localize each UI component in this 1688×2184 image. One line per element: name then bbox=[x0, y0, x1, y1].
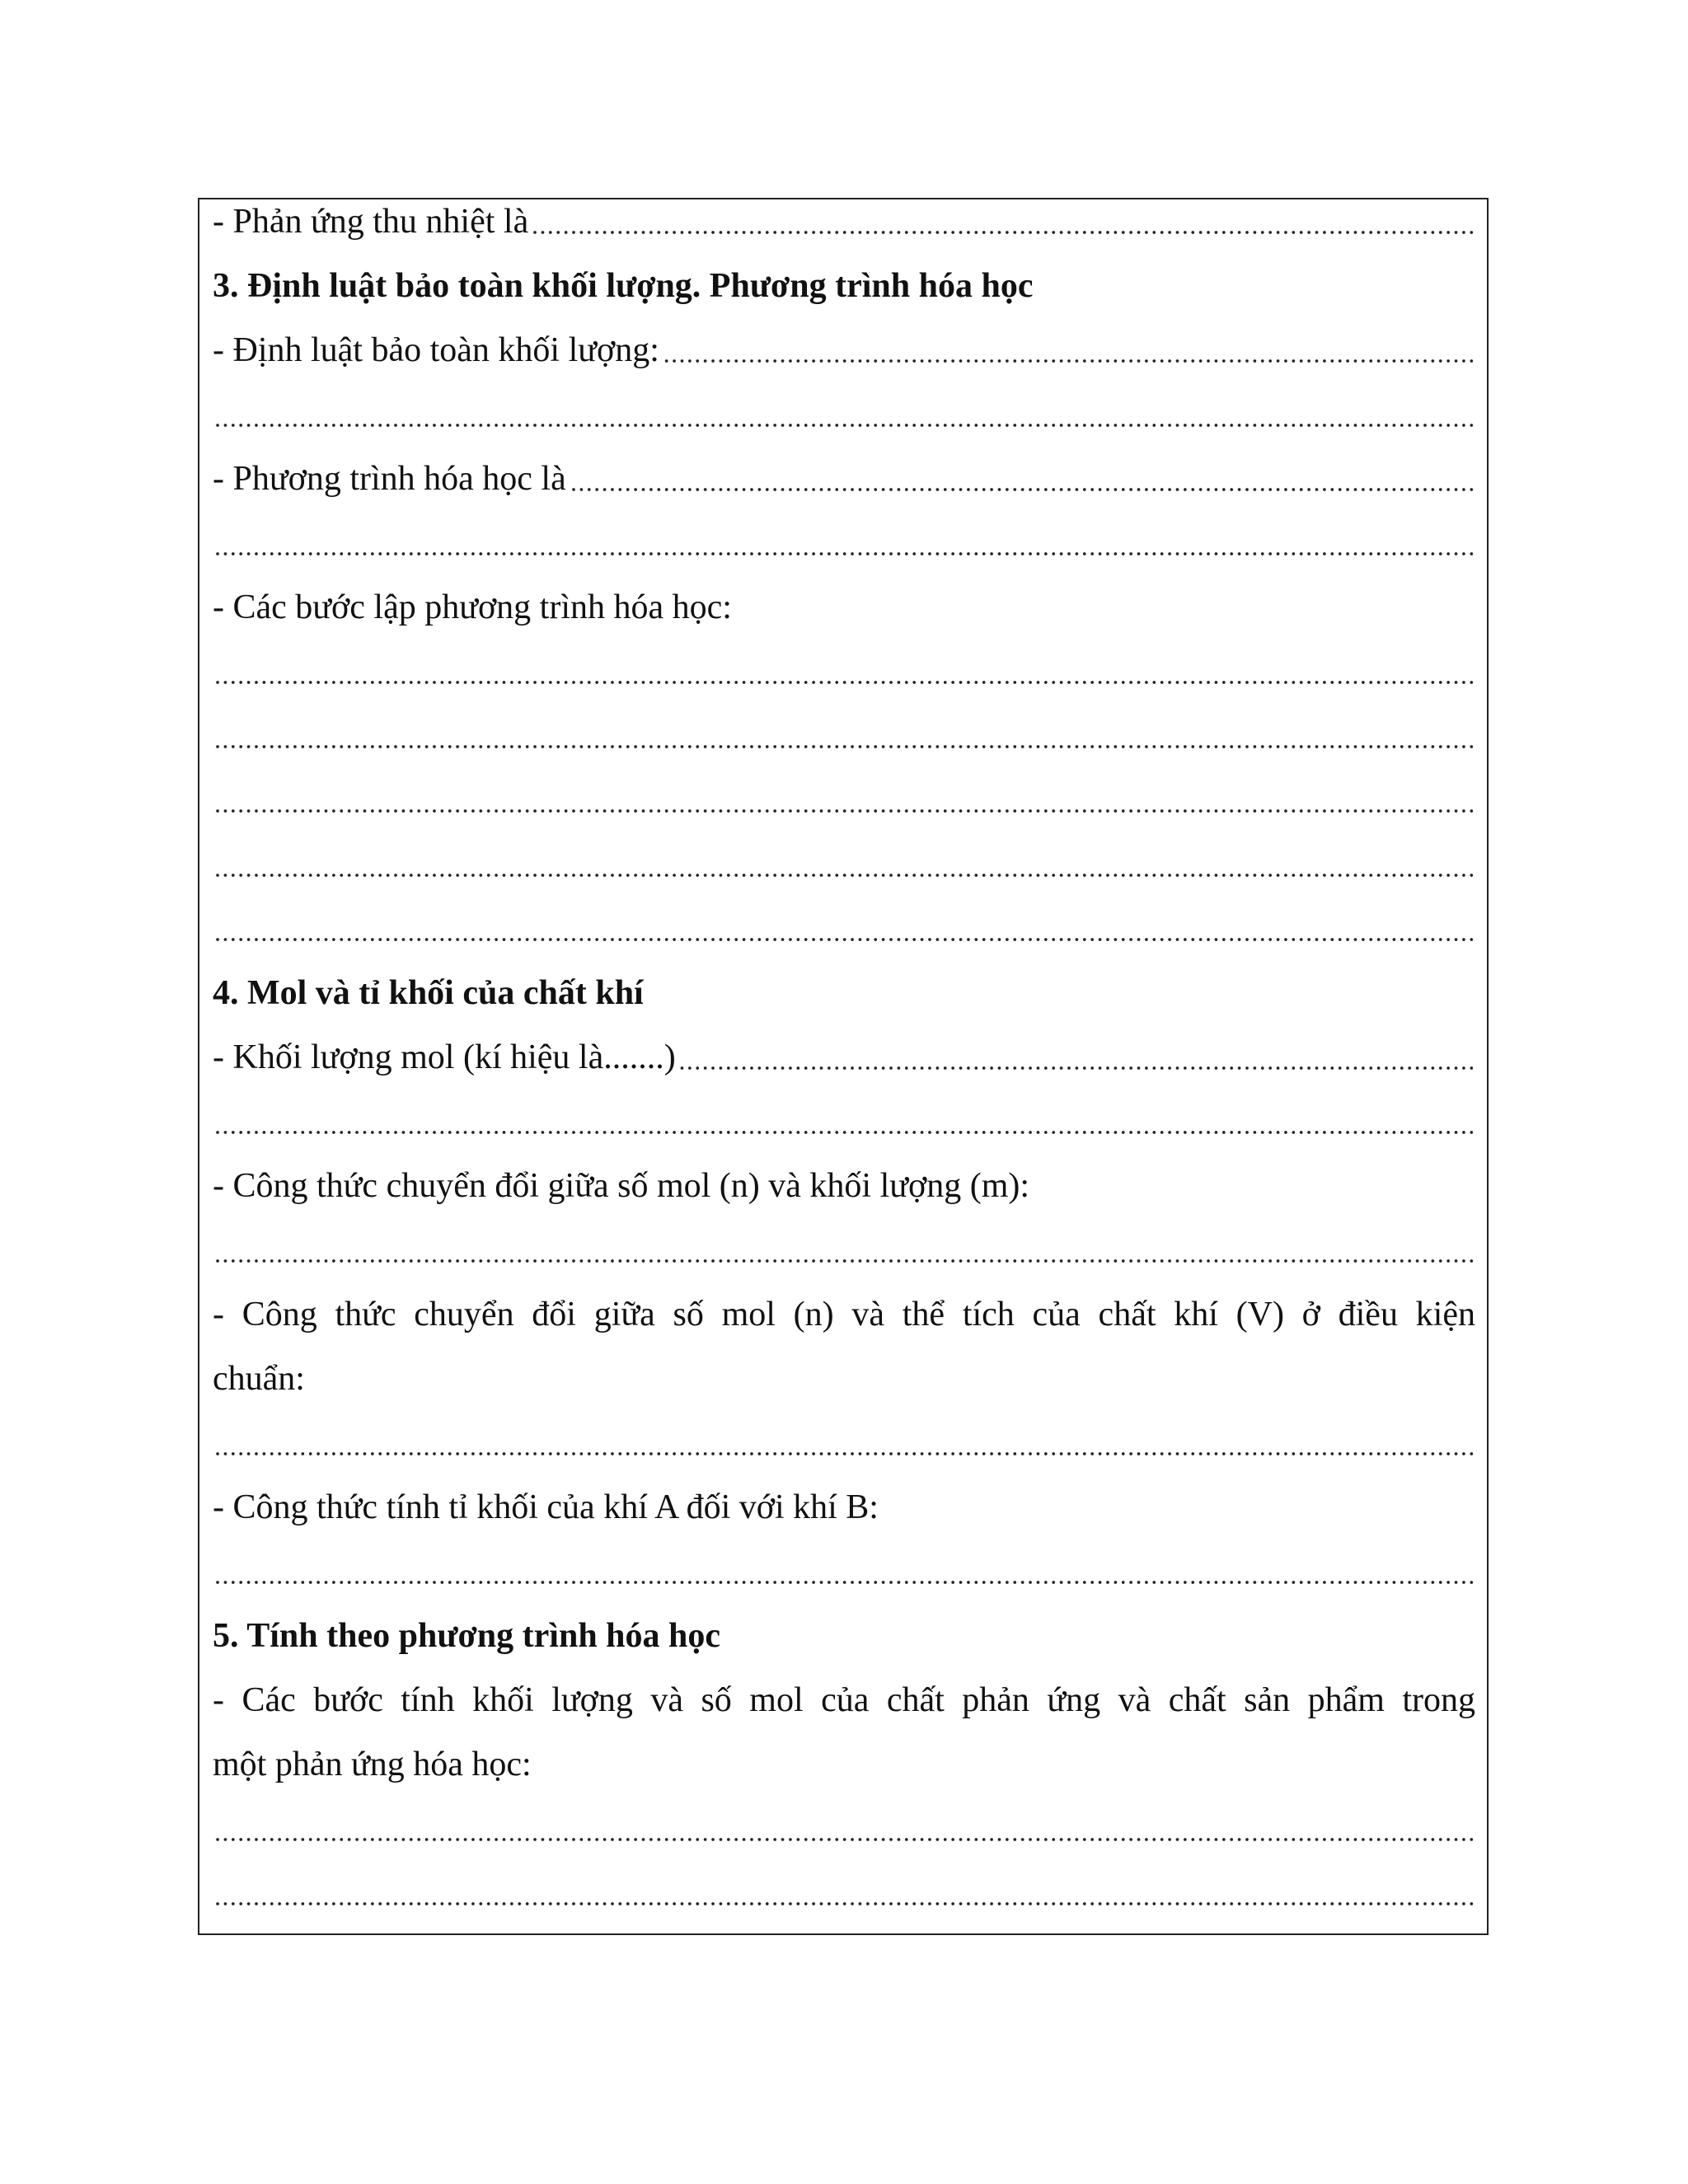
molar-mass-line bbox=[213, 1029, 1475, 1086]
answer-blank[interactable] bbox=[213, 1124, 1475, 1141]
answer-blank[interactable] bbox=[678, 1060, 1475, 1076]
answer-blank[interactable] bbox=[213, 1896, 1475, 1912]
calc-steps-line: - Các bước tính khối lượng và số mol của chất phản ứng và chất sản phẩm trong bbox=[213, 1681, 1475, 1719]
answer-blank[interactable] bbox=[213, 1831, 1475, 1848]
endothermic-line bbox=[213, 193, 1475, 251]
blank-line bbox=[213, 1093, 1475, 1151]
answer-blank[interactable] bbox=[213, 1446, 1475, 1462]
answer-blank[interactable] bbox=[531, 224, 1475, 241]
blank-line bbox=[213, 514, 1475, 572]
answer-blank[interactable] bbox=[213, 867, 1475, 883]
answer-blank[interactable] bbox=[661, 353, 1475, 369]
equation-steps-line: - Các bước lập phương trình hóa học: bbox=[213, 588, 732, 626]
conservation-law-label: - Định luật bảo toàn khối lượng: bbox=[213, 331, 659, 369]
blank-line bbox=[213, 771, 1475, 829]
calc-steps-line-cont: một phản ứng hóa học: bbox=[213, 1746, 532, 1783]
blank-line bbox=[213, 836, 1475, 893]
answer-blank[interactable] bbox=[213, 803, 1475, 819]
mol-mass-formula-line: - Công thức chuyển đổi giữa số mol (n) và khối lượng (m): bbox=[213, 1167, 1030, 1205]
mol-volume-formula-line-cont: chuẩn: bbox=[213, 1360, 305, 1398]
conservation-law-line bbox=[213, 321, 1475, 379]
mol-volume-formula-line: - Công thức chuyển đổi giữa số mol (n) và thể tích của chất khí (V) ở điều kiện bbox=[213, 1296, 1475, 1333]
answer-blank[interactable] bbox=[213, 546, 1475, 562]
blank-line bbox=[213, 643, 1475, 701]
blank-line bbox=[213, 900, 1475, 958]
answer-blank[interactable] bbox=[213, 1574, 1475, 1591]
blank-line bbox=[213, 386, 1475, 443]
blank-line bbox=[213, 1221, 1475, 1279]
blank-line bbox=[213, 1864, 1475, 1922]
chemical-equation-line bbox=[213, 450, 1475, 508]
section-5-heading: 5. Tính theo phương trình hóa học bbox=[213, 1617, 721, 1655]
blank-line bbox=[213, 1414, 1475, 1472]
answer-blank[interactable] bbox=[213, 738, 1475, 755]
answer-blank[interactable] bbox=[568, 481, 1475, 498]
section-3-heading: 3. Định luật bảo toàn khối lượng. Phương trình hóa học bbox=[213, 267, 1034, 305]
endothermic-label: - Phản ứng thu nhiệt là bbox=[213, 203, 529, 241]
answer-blank[interactable] bbox=[213, 931, 1475, 948]
blank-line bbox=[213, 707, 1475, 765]
blank-line bbox=[213, 1543, 1475, 1601]
blank-line bbox=[213, 1800, 1475, 1858]
chemical-equation-label: - Phương trình hóa học là bbox=[213, 460, 566, 498]
answer-blank[interactable] bbox=[213, 674, 1475, 691]
molar-mass-label: - Khối lượng mol (kí hiệu là.......) bbox=[213, 1038, 676, 1076]
section-4-heading: 4. Mol và tỉ khối của chất khí bbox=[213, 974, 644, 1012]
relative-density-line: - Công thức tính tỉ khối của khí A đối với khí B: bbox=[213, 1488, 879, 1526]
answer-blank[interactable] bbox=[213, 417, 1475, 434]
answer-blank[interactable] bbox=[213, 1253, 1475, 1269]
